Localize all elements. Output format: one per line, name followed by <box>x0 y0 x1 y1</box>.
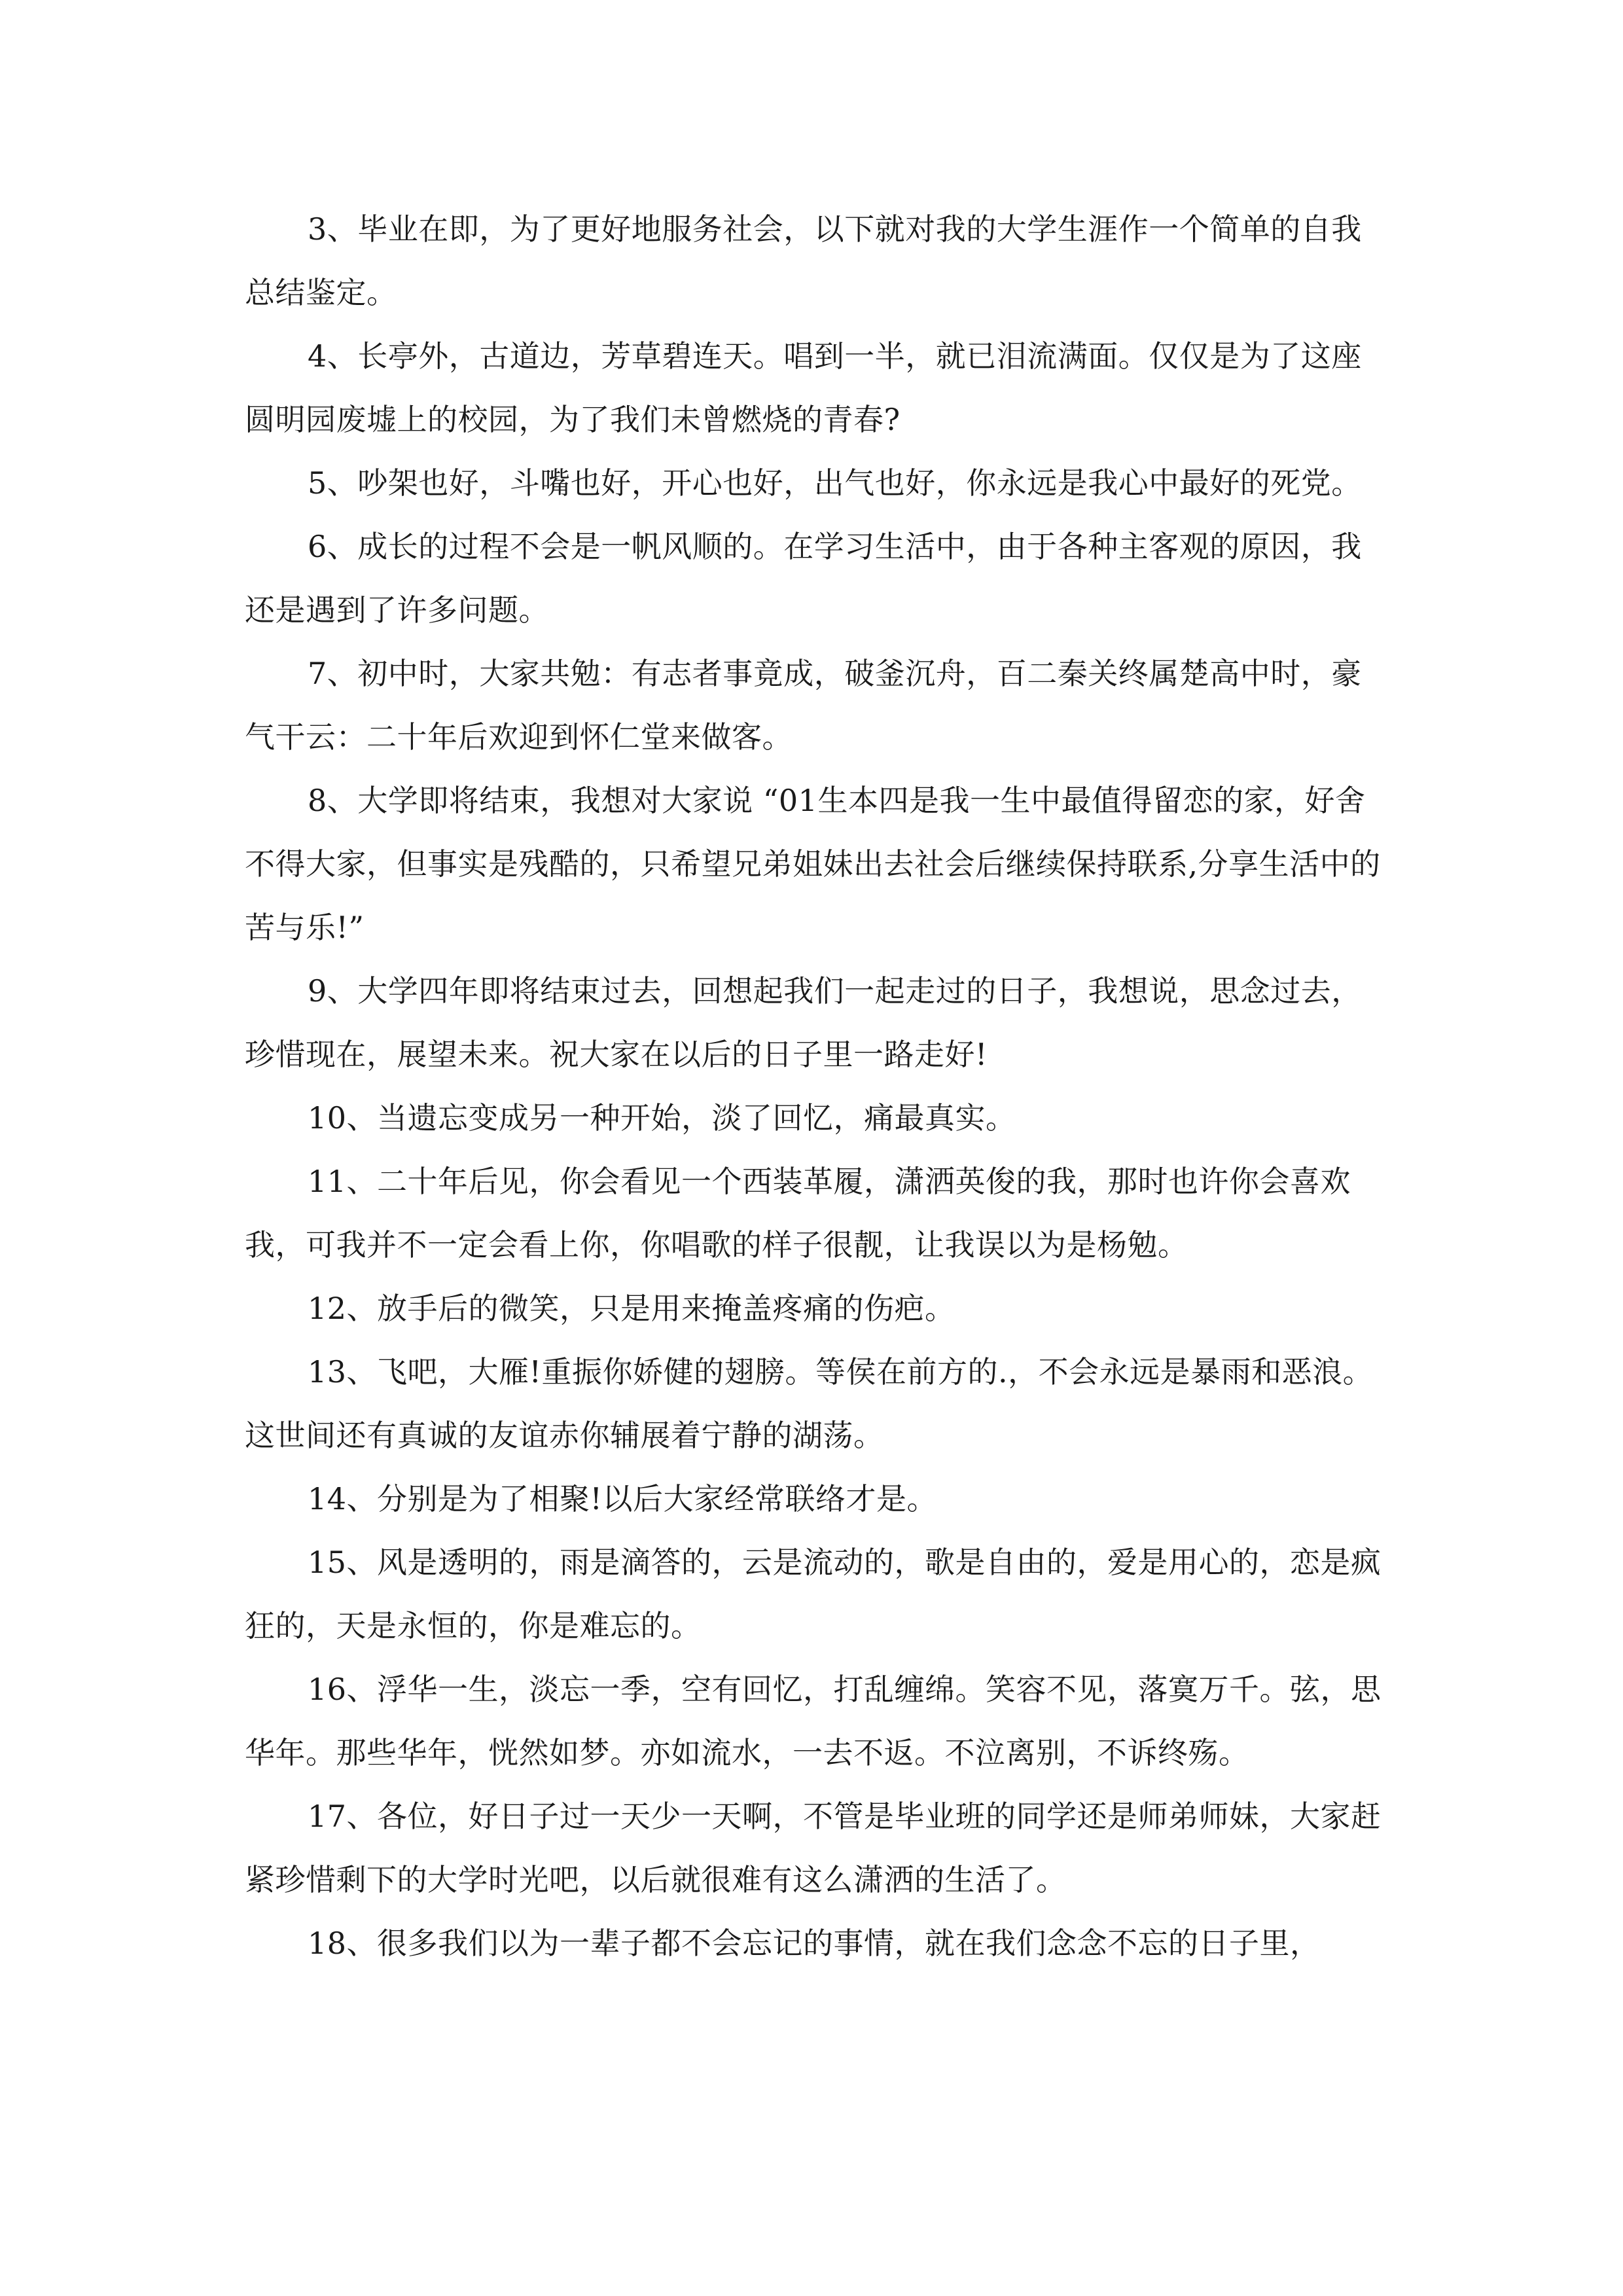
paragraph-11: 11、二十年后见，你会看见一个西装革履，潇洒英俊的我，那时也许你会喜欢我，可我并不一定会看上你，你唱歌的样子很靓，让我误以为是杨勉。 <box>245 1164 1351 1263</box>
paragraph-4: 4、长亭外，古道边，芳草碧连天。唱到一半，就已泪流满面。仅仅是为了这座圆明园废墟上的校园，为了我们未曾燃烧的青春? <box>245 338 1362 437</box>
paragraph-17: 17、各位，好日子过一天少一天啊，不管是毕业班的同学还是师弟师妹，大家赶紧珍惜剩下的大学时光吧，以后就很难有这么潇洒的生活了。 <box>245 1799 1382 1897</box>
paragraph-8: 8、大学即将结束，我想对大家说 “01生本四是我一生中最值得留恋的家，好舍不得大家，但事实是残酷的，只希望兄弟姐妹出去社会后继续保持联系,分享生活中的苦与乐!” <box>245 783 1381 945</box>
paragraph-14: 14、分别是为了相聚!以后大家经常联络才是。 <box>308 1481 938 1516</box>
paragraph-18: 18、很多我们以为一辈子都不会忘记的事情，就在我们念念不忘的日子里， <box>308 1926 1321 1961</box>
paragraph-6: 6、成长的过程不会是一帆风顺的。在学习生活中，由于各种主客观的原因，我还是遇到了许多问题。 <box>245 529 1362 628</box>
paragraph-10: 10、当遗忘变成另一种开始，淡了回忆，痛最真实。 <box>308 1100 1016 1136</box>
paragraph-5: 5、吵架也好，斗嘴也好，开心也好，出气也好，你永远是我心中最好的死党。 <box>308 465 1362 501</box>
paragraph-3: 3、毕业在即，为了更好地服务社会，以下就对我的大学生涯作一个简单的自我总结鉴定。 <box>245 211 1362 310</box>
paragraph-16: 16、浮华一生，淡忘一季，空有回忆，打乱缠绵。笑容不见，落寞万千。弦，思华年。那些华年，恍然如梦。亦如流水，一去不返。不泣离别，不诉终殇。 <box>245 1672 1382 1770</box>
paragraph-15: 15、风是透明的，雨是滴答的，云是流动的，歌是自由的，爱是用心的，恋是疯狂的，天是永恒的，你是难忘的。 <box>245 1545 1382 1643</box>
paragraph-12: 12、放手后的微笑，只是用来掩盖疼痛的伤疤。 <box>308 1291 955 1326</box>
document-body <box>245 198 1386 1975</box>
paragraph-7: 7、初中时，大家共勉：有志者事竟成，破釜沉舟，百二秦关终属楚高中时，豪气干云：二十年后欢迎到怀仁堂来做客。 <box>245 656 1362 755</box>
paragraph-9: 9、大学四年即将结束过去，回想起我们一起走过的日子，我想说，思念过去，珍惜现在，展望未来。祝大家在以后的日子里一路走好! <box>245 973 1362 1072</box>
paragraph-13: 13、飞吧，大雁!重振你娇健的翅膀。等侯在前方的.，不会永远是暴雨和恶浪。这世间还有真诚的友谊赤你辅展着宁静的湖荡。 <box>245 1354 1374 1453</box>
